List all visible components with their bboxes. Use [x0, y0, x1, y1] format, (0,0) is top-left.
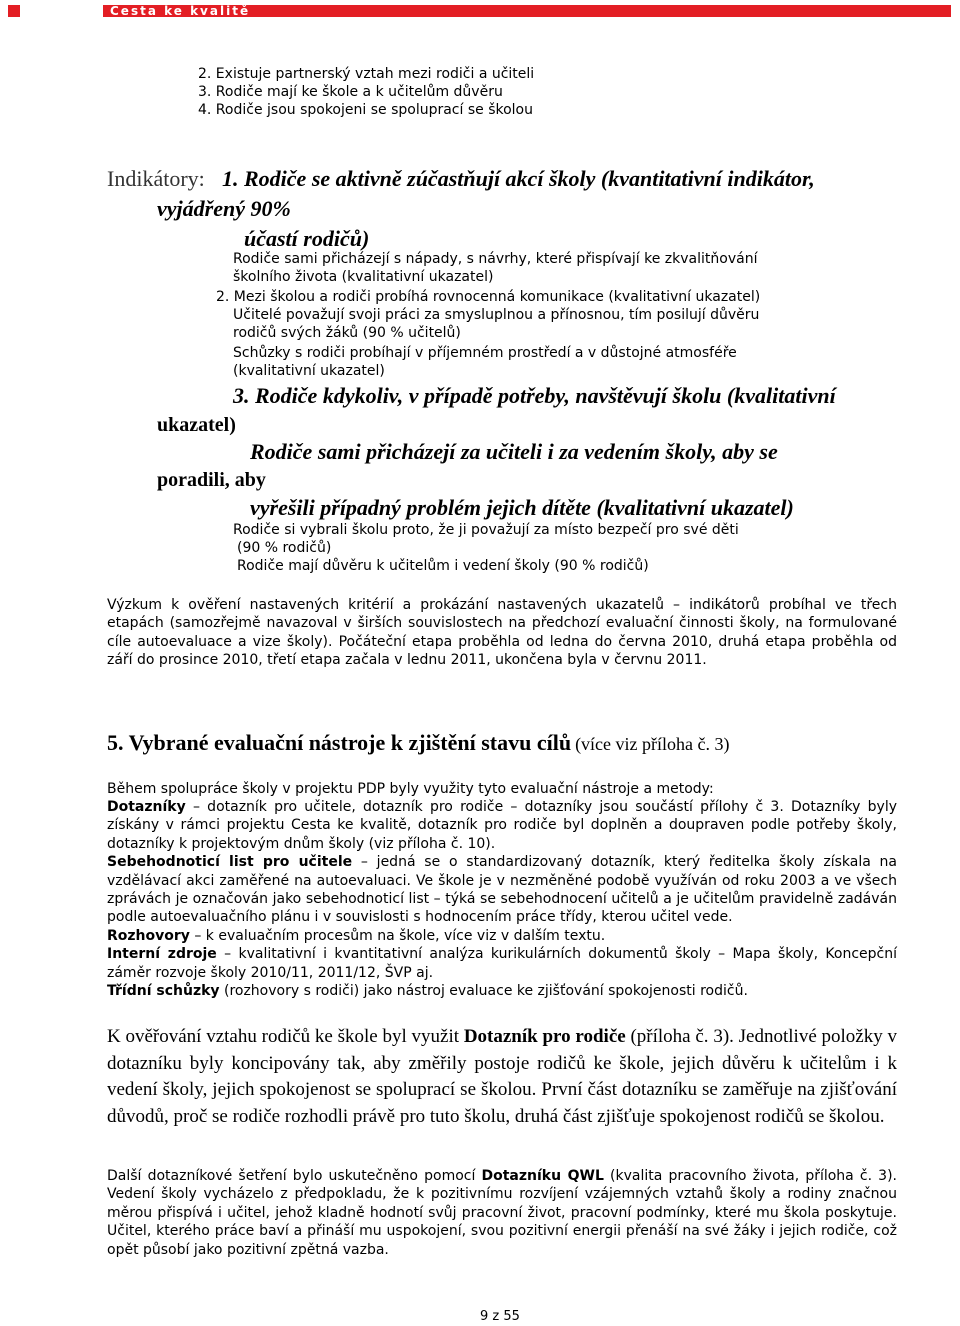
tool-label: Interní zdroje — [107, 946, 217, 963]
tools-list — [107, 798, 897, 1000]
indicator-3-title-cont: poradili, aby — [157, 469, 266, 491]
tool-text: – k evaluačním procesům na škole, více viz v dalším textu. — [189, 927, 606, 944]
page-number: 9 z 55 — [480, 1309, 520, 1324]
tool-label: Sebehodnoticí list pro učitele — [107, 854, 353, 871]
tool-tridni-schuzky — [107, 982, 897, 1000]
paragraph-bold: Dotazník pro rodiče — [463, 1026, 626, 1047]
paragraph-text: (příloha č. 3). Jednotlivé položky v dotazníku byly koncipovány tak, aby změřily postoje rodičů ke škole, jejich důvěru k učitelům i k vedení školy, jejich spokojenost se spoluprací se školou. První část dotazníku se zaměřuje na zjišťování důvodů, proč se rodiče rozhodli právě pro tuto školu, druhá část zjišťuje spokojenost rodičů se školou. — [107, 1026, 898, 1127]
goal-item: 2. Existuje partnerský vztah mezi rodiči a učiteli — [198, 66, 535, 82]
indicator-3-title-cont: Rodiče sami přicházejí za učiteli i za vedením školy, aby se — [250, 439, 778, 464]
section-5-heading — [107, 729, 730, 760]
indicator-1-title-cont: vyjádřený 90% — [157, 196, 291, 221]
tool-label: Dotazníky — [107, 799, 186, 815]
tools-intro: Během spolupráce školy v projektu PDP byly využity tyto evaluační nástroje a metody: — [107, 781, 714, 797]
paragraph-bold: Dotazníku QWL — [481, 1168, 604, 1184]
indicator-1-text: Rodiče sami přicházejí s nápady, s návrhy, které přispívají ke zkvalitňování — [233, 251, 758, 267]
indicator-3-title: 3. Rodiče kdykoliv, v případě potřeby, navštěvují školu (kvalitativní — [233, 383, 836, 408]
indicator-1-title-cont: účastí rodičů) — [244, 226, 370, 251]
indicator-1-title: 1. Rodiče se aktivně zúčastňují akcí školy (kvantitativní indikátor, — [222, 166, 815, 191]
indicator-3-text: (90 % rodičů) — [237, 540, 332, 556]
indicator-3-title-cont: vyřešili případný problém jejich dítěte (kvalitativní ukazatel) — [250, 495, 794, 520]
tool-rozhovory — [107, 927, 897, 945]
indicator-2-text: rodičů svých žáků (90 % učitelů) — [233, 325, 461, 341]
goal-item: 4. Rodiče jsou spokojeni se spoluprací se školou — [198, 102, 533, 118]
indicator-3-text: Rodiče si vybrali školu proto, že ji považují za místo bezpečí pro své děti — [233, 522, 739, 538]
parents-questionnaire-paragraph — [107, 1024, 897, 1130]
paragraph-text: (kvalita pracovního života, příloha č. 3). Vedení školy vycházelo z předpokladu, že k pozitivnímu rozvíjení vzájemných vztahů školy a rodiny značnou měrou přispívá i učitel, jehož kladně hodnotí svůj pracovní život, pracovní podmínky, které mu škola poskytuje. Učitel, kterého práce baví a přináší mu uspokojení, svou pozitivní energii přenáší na své žáky i jejich rodiče, což opět působí jako pozitivní zpětná vazba. — [107, 1168, 897, 1258]
paragraph-text: K ověřování vztahu rodičů ke škole byl využit — [107, 1026, 464, 1047]
tool-label: Třídní schůzky — [107, 983, 220, 1000]
tool-text: – kvalitativní i kvantitativní analýza kurikulárních dokumentů školy – Mapa školy, Koncepční záměr rozvoje školy 2010/11, 2011/12, ŠVP aj. — [107, 946, 897, 981]
paragraph-text: Další dotazníkové šetření bylo uskutečněno pomocí — [107, 1168, 482, 1184]
indicator-3-title-cont: ukazatel) — [157, 414, 236, 436]
goal-item: 3. Rodiče mají ke škole a k učitelům důvěru — [198, 84, 503, 100]
indicator-2-title: 2. Mezi školou a rodiči probíhá rovnocenná komunikace (kvalitativní ukazatel) — [216, 289, 761, 305]
tool-text: (rozhovory s rodiči) jako nástroj evaluace ke zjišťování spokojenosti rodičů. — [219, 983, 748, 1000]
tool-text: – dotazník pro učitele, dotazník pro rodiče – dotazníky jsou součástí přílohy č 3. Dotazníky byly získány v rámci projektu Cesta ke kvalitě, dotazník pro rodiče byl doplněn a doupraven podle potřeby školy, dotazníky k projektovým dnům školy (viz příloha č. 10). — [107, 799, 897, 852]
indicator-2-text: (kvalitativní ukazatel) — [233, 363, 385, 379]
header-square — [8, 5, 20, 17]
section-5-title: 5. Vybrané evaluační nástroje k zjištění stavu cílů — [107, 730, 572, 755]
indicator-2-text: Schůzky s rodiči probíhají v příjemném prostředí a v důstojné atmosféře — [233, 345, 737, 361]
tool-dotazniky — [107, 798, 897, 853]
header-title: Cesta ke kvalitě — [110, 4, 251, 18]
tool-text: – jedná se o standardizovaný dotazník, který ředitelka školy získala na vzdělávací akci zaměřené na autoevaluaci. Ve škole je v nezměněné podobě využíván od roku 2003 a ve všech zprávách je označován jako sebehodnoticí list – týká se sebehodnocení učitelů a je učitelům pravidelně zadáván podle autoevaluačního plánu i v souvislosti s hodnocením práce třídy, kterou učitel vede. — [107, 854, 898, 926]
indicator-3-text: Rodiče mají důvěru k učitelům i vedení školy (90 % rodičů) — [237, 558, 649, 574]
research-paragraph: Výzkum k ověření nastavených kritérií a prokázání nastavených ukazatelů – indikátorů probíhal ve třech etapách (samozřejmě navazoval v širších souvislostech na předchozí evaluační činnosti školy, na formulované cíle autoevaluace a vize školy). Počáteční etapa proběhla od ledna do června 2010, druhá etapa proběhla od září do prosince 2010, třetí etapa začala v lednu 2011, ukončena byla v červnu 2011. — [107, 597, 897, 669]
qwl-paragraph — [107, 1167, 897, 1259]
indicator-2-text: Učitelé považují svoji práci za smysluplnou a přínosnou, tím posilují důvěru — [233, 307, 760, 323]
indicators-label: Indikátory: — [107, 166, 205, 191]
section-5-note: (více viz příloha č. 3) — [575, 734, 730, 754]
tool-label: Rozhovory — [107, 927, 190, 944]
tool-sebehodnotici-list — [107, 853, 897, 927]
tool-interni-zdroje — [107, 945, 897, 982]
indicator-1-text: školního života (kvalitativní ukazatel) — [233, 269, 494, 285]
